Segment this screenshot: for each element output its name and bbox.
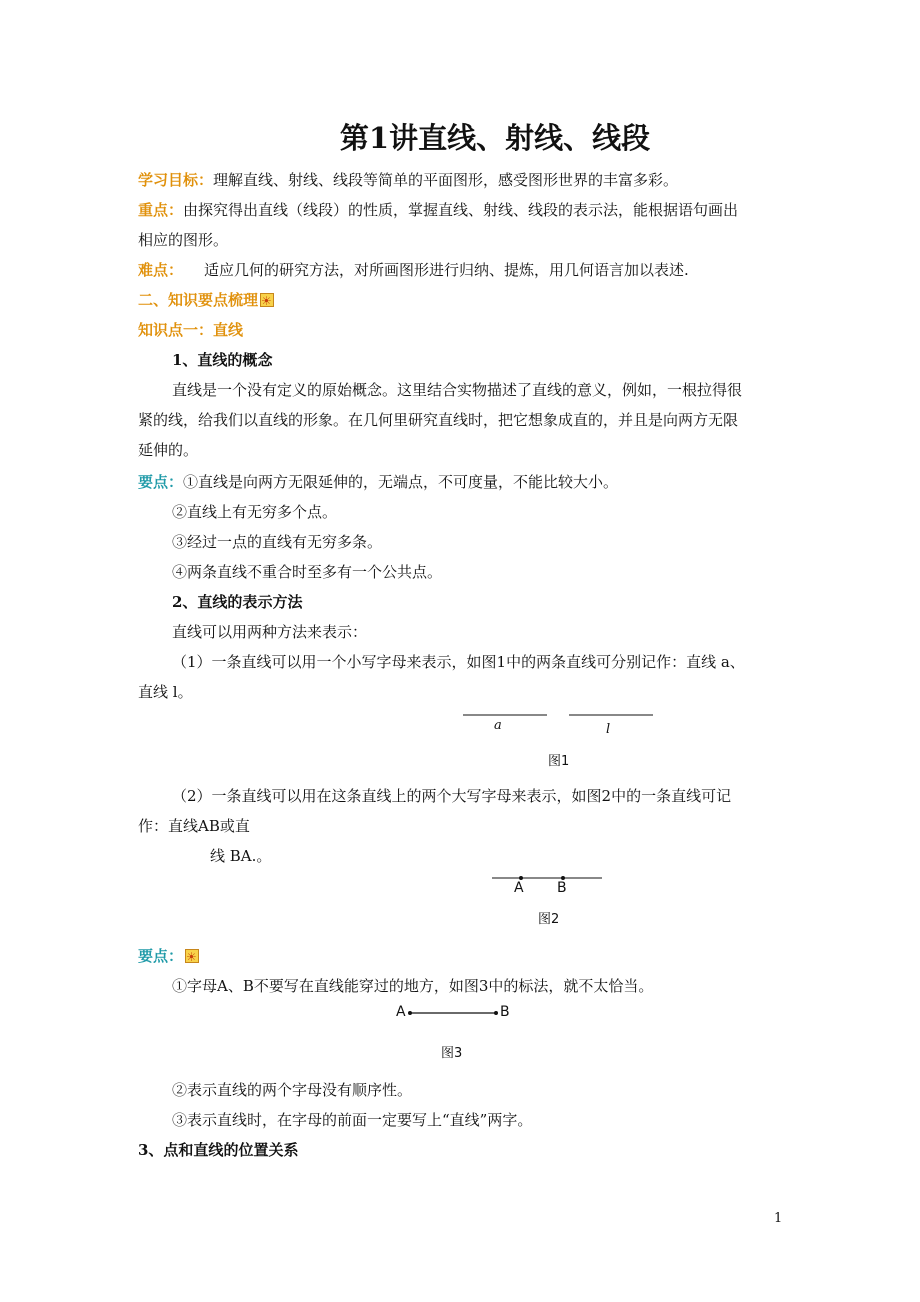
- figure-1-caption: 图1: [548, 754, 570, 769]
- learning-goal: [138, 170, 678, 190]
- keypoints-2-heading: [138, 946, 199, 966]
- figure-2-caption: 图2: [538, 912, 560, 927]
- figure-2: [488, 870, 608, 890]
- page-number: 1: [774, 1211, 783, 1226]
- figure-2-label-b: B: [557, 880, 567, 896]
- method-2-line-2: 作：直线AB或直: [138, 817, 250, 835]
- focus-text-2: 相应的图形。: [138, 231, 229, 249]
- heading-line-concept: 1、直线的概念: [172, 351, 273, 369]
- figure-2-label-a: A: [514, 880, 524, 896]
- heading-point-line-relation: 3、点和直线的位置关系: [138, 1141, 299, 1159]
- focus-label: 重点：: [138, 201, 184, 219]
- keypoint-2-1: ①字母A、B不要写在直线能穿过的地方，如图3中的标法，就不太恰当。: [172, 977, 654, 995]
- heading-line-notation: 2、直线的表示方法: [172, 593, 303, 611]
- figure-3-caption: 图3: [441, 1046, 463, 1061]
- focus-line-1: [138, 200, 738, 220]
- point-b-fig3: [494, 1011, 498, 1015]
- concept-line-3: 延伸的。: [138, 441, 199, 459]
- learning-goal-text: 理解直线、射线、线段等简单的平面图形，感受图形世界的丰富多彩。: [213, 171, 679, 189]
- method-1-line-2: 直线 l。: [138, 683, 193, 701]
- keypoint-2-3: ③表示直线时，在字母的前面一定要写上“直线”两字。: [172, 1111, 533, 1129]
- keypoint-1: 要点：①直线是向两方无限延伸的，无端点，不可度量，不能比较大小。: [138, 473, 619, 491]
- point-a-fig3: [408, 1011, 412, 1015]
- concept-line-1: 直线是一个没有定义的原始概念。这里结合实物描述了直线的意义，例如，一根拉得很: [172, 381, 743, 399]
- figure-3-label-a: A: [396, 1004, 406, 1020]
- keypoint-3: ③经过一点的直线有无穷多条。: [172, 533, 383, 551]
- method-2-line-1: （2）一条直线可以用在这条直线上的两个大写字母来表示，如图2中的一条直线可记: [172, 787, 732, 805]
- page-title: 第1讲直线、射线、线段: [339, 121, 651, 155]
- sun-icon: [260, 293, 274, 307]
- difficulty-label: 难点：: [138, 261, 184, 279]
- keypoint-4: ④两条直线不重合时至多有一个公共点。: [172, 563, 443, 581]
- sun-icon: [185, 949, 199, 963]
- keypoints-label: 要点：: [138, 473, 184, 491]
- keypoint-2-2: ②表示直线的两个字母没有顺序性。: [172, 1081, 413, 1099]
- section-2-heading: 二、知识要点梳理☀: [138, 290, 274, 310]
- knowledge-point-1: 知识点一：直线: [138, 321, 244, 339]
- difficulty: [138, 260, 689, 280]
- methods-intro: 直线可以用两种方法来表示：: [172, 623, 368, 641]
- difficulty-text: 适应几何的研究方法，对所画图形进行归纳、提炼，用几何语言加以表述.: [204, 261, 689, 279]
- figure-1-label-a: a: [494, 718, 502, 733]
- keypoints-2-label: 要点：: [138, 947, 184, 965]
- method-1-line-1: （1）一条直线可以用一个小写字母来表示，如图1中的两条直线可分别记作：直线 a、: [172, 653, 745, 671]
- figure-3-label-b: B: [500, 1004, 510, 1020]
- keypoint-2: ②直线上有无穷多个点。: [172, 503, 338, 521]
- figure-1-label-l: l: [606, 722, 611, 737]
- learning-goal-label: 学习目标：: [138, 171, 214, 189]
- concept-line-2: 紧的线，给我们以直线的形象。在几何里研究直线时，把它想象成直的，并且是向两方无限: [138, 411, 739, 429]
- method-2-line-3: 线 BA.。: [210, 847, 272, 865]
- focus-text-1: 由探究得出直线（线段）的性质，掌握直线、射线、线段的表示法，能根据语句画出: [183, 201, 739, 219]
